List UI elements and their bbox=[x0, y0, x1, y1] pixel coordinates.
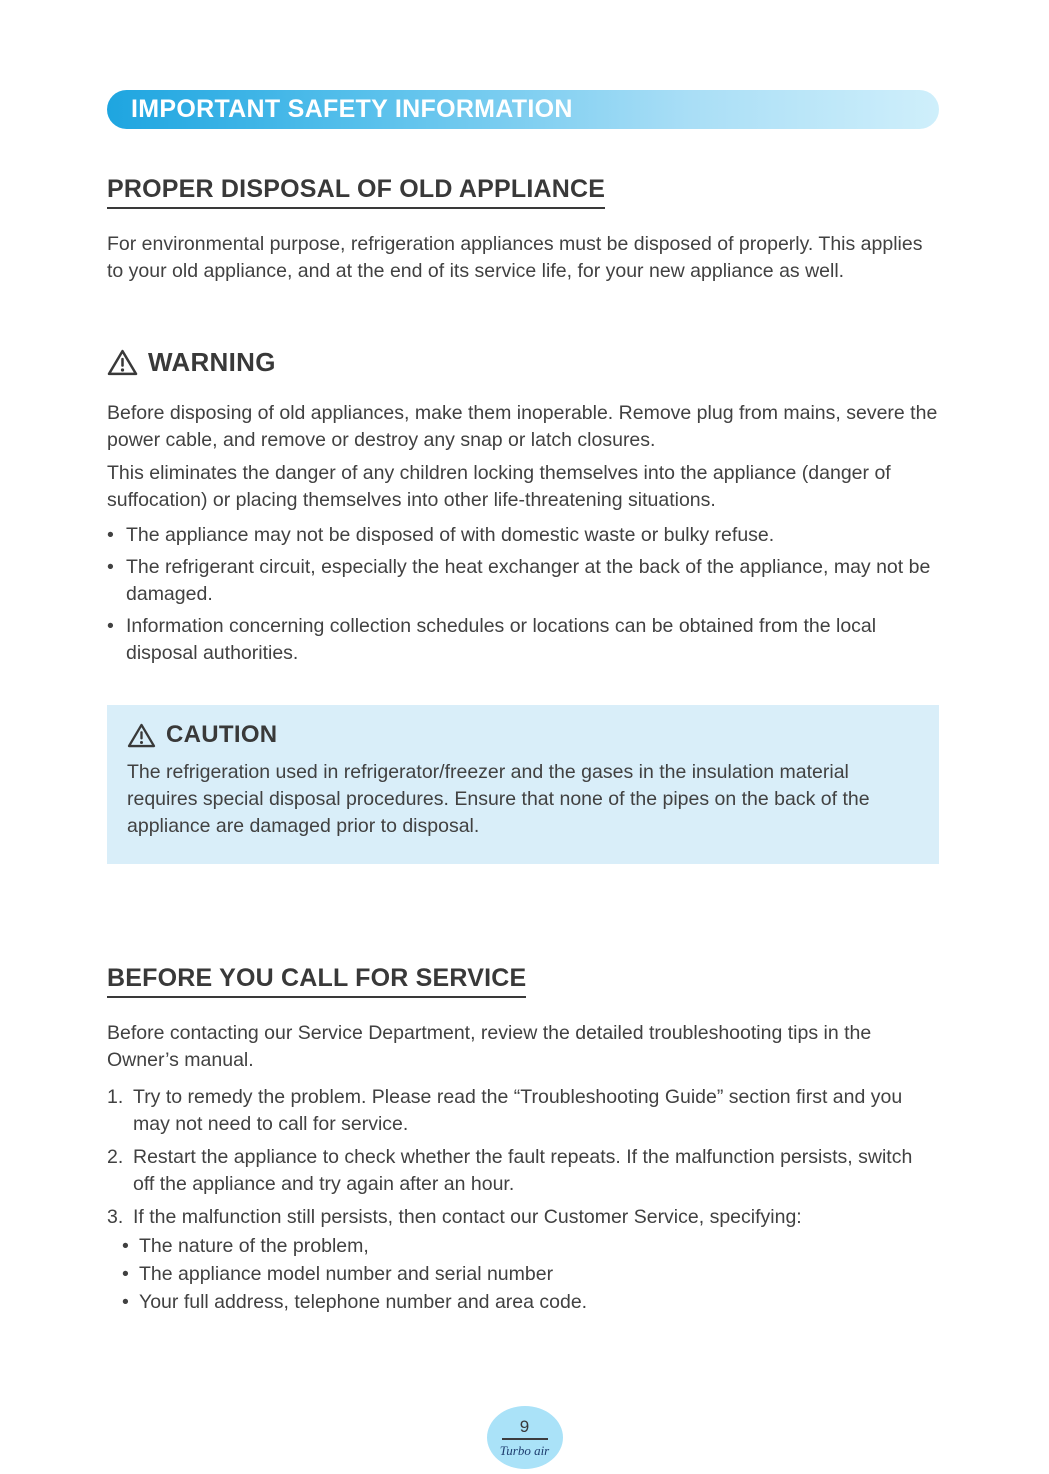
warning-label: WARNING bbox=[148, 347, 276, 377]
list-item bbox=[107, 613, 939, 667]
warning-paragraph-1: Before disposing of old appliances, make them inoperable. Remove plug from mains, severe the power cable, and remove or destroy any snap or latch closures. bbox=[107, 402, 938, 451]
caution-label: CAUTION bbox=[166, 721, 278, 748]
brand-logo: Turbo air bbox=[499, 1442, 550, 1458]
page-number-badge bbox=[487, 1406, 563, 1469]
list-item bbox=[107, 554, 939, 608]
sub-bullet-text: • The appliance model number and serial number bbox=[139, 1263, 554, 1285]
warning-heading bbox=[107, 347, 939, 378]
sub-bullet-text: • Your full address, telephone number and area code. bbox=[139, 1291, 588, 1313]
disposal-heading bbox=[107, 175, 939, 209]
badge-divider bbox=[502, 1438, 548, 1440]
service-sub-bullet-list bbox=[107, 1233, 939, 1316]
warning-triangle-icon bbox=[107, 349, 138, 376]
caution-text: The refrigeration used in refrigerator/freezer and the gases in the insulation material requires special disposal procedures. Ensure that none of the pipes on the back of the appliance are damaged prior to disposal. bbox=[127, 761, 870, 837]
banner-title: IMPORTANT SAFETY INFORMATION bbox=[131, 95, 573, 123]
disposal-heading-text: PROPER DISPOSAL OF OLD APPLIANCE bbox=[107, 175, 605, 209]
step-number: 1. bbox=[107, 1086, 124, 1108]
list-item bbox=[107, 522, 939, 549]
step-number: 2. bbox=[107, 1146, 124, 1168]
caution-triangle-icon bbox=[127, 723, 156, 748]
list-item bbox=[107, 1289, 939, 1316]
step-number: 3. bbox=[107, 1206, 124, 1228]
section-banner bbox=[107, 90, 939, 129]
warning-paragraph-2: This eliminates the danger of any children locking themselves into the appliance (danger of suffocation) or placing themselves into other life-threatening situations. bbox=[107, 462, 891, 511]
service-heading-text: BEFORE YOU CALL FOR SERVICE bbox=[107, 964, 526, 998]
service-heading bbox=[107, 964, 939, 998]
caution-box bbox=[107, 705, 939, 864]
service-intro: Before contacting our Service Department, review the detailed troubleshooting tips in the Owner’s manual. bbox=[107, 1022, 872, 1071]
list-item bbox=[107, 1084, 939, 1138]
step-text: If the malfunction still persists, then contact our Customer Service, specifying: bbox=[133, 1206, 802, 1228]
list-item bbox=[107, 1233, 939, 1260]
sub-bullet-text: • The nature of the problem, bbox=[139, 1235, 369, 1257]
list-item bbox=[107, 1144, 939, 1198]
disposal-intro: For environmental purpose, refrigeration appliances must be disposed of properly. This applies to your old appliance, and at the end of its service life, for your new appliance as well. bbox=[107, 233, 923, 282]
list-item bbox=[107, 1204, 939, 1231]
list-item bbox=[107, 1261, 939, 1288]
page-number: 9 bbox=[519, 1416, 530, 1436]
warning-bullet-list bbox=[107, 522, 939, 667]
step-text: Restart the appliance to check whether the fault repeats. If the malfunction persists, switch off the appliance and try again after an hour. bbox=[133, 1146, 913, 1195]
service-step-list bbox=[107, 1084, 939, 1316]
caution-heading bbox=[127, 721, 913, 749]
bullet-text: • Information concerning collection schedules or locations can be obtained from the local disposal authorities. bbox=[126, 615, 877, 664]
bullet-text: • The refrigerant circuit, especially the heat exchanger at the back of the appliance, may not be damaged. bbox=[126, 556, 931, 605]
bullet-text: • The appliance may not be disposed of with domestic waste or bulky refuse. bbox=[126, 524, 775, 546]
step-text: Try to remedy the problem. Please read the “Troubleshooting Guide” section first and you may not need to call for service. bbox=[133, 1086, 903, 1135]
